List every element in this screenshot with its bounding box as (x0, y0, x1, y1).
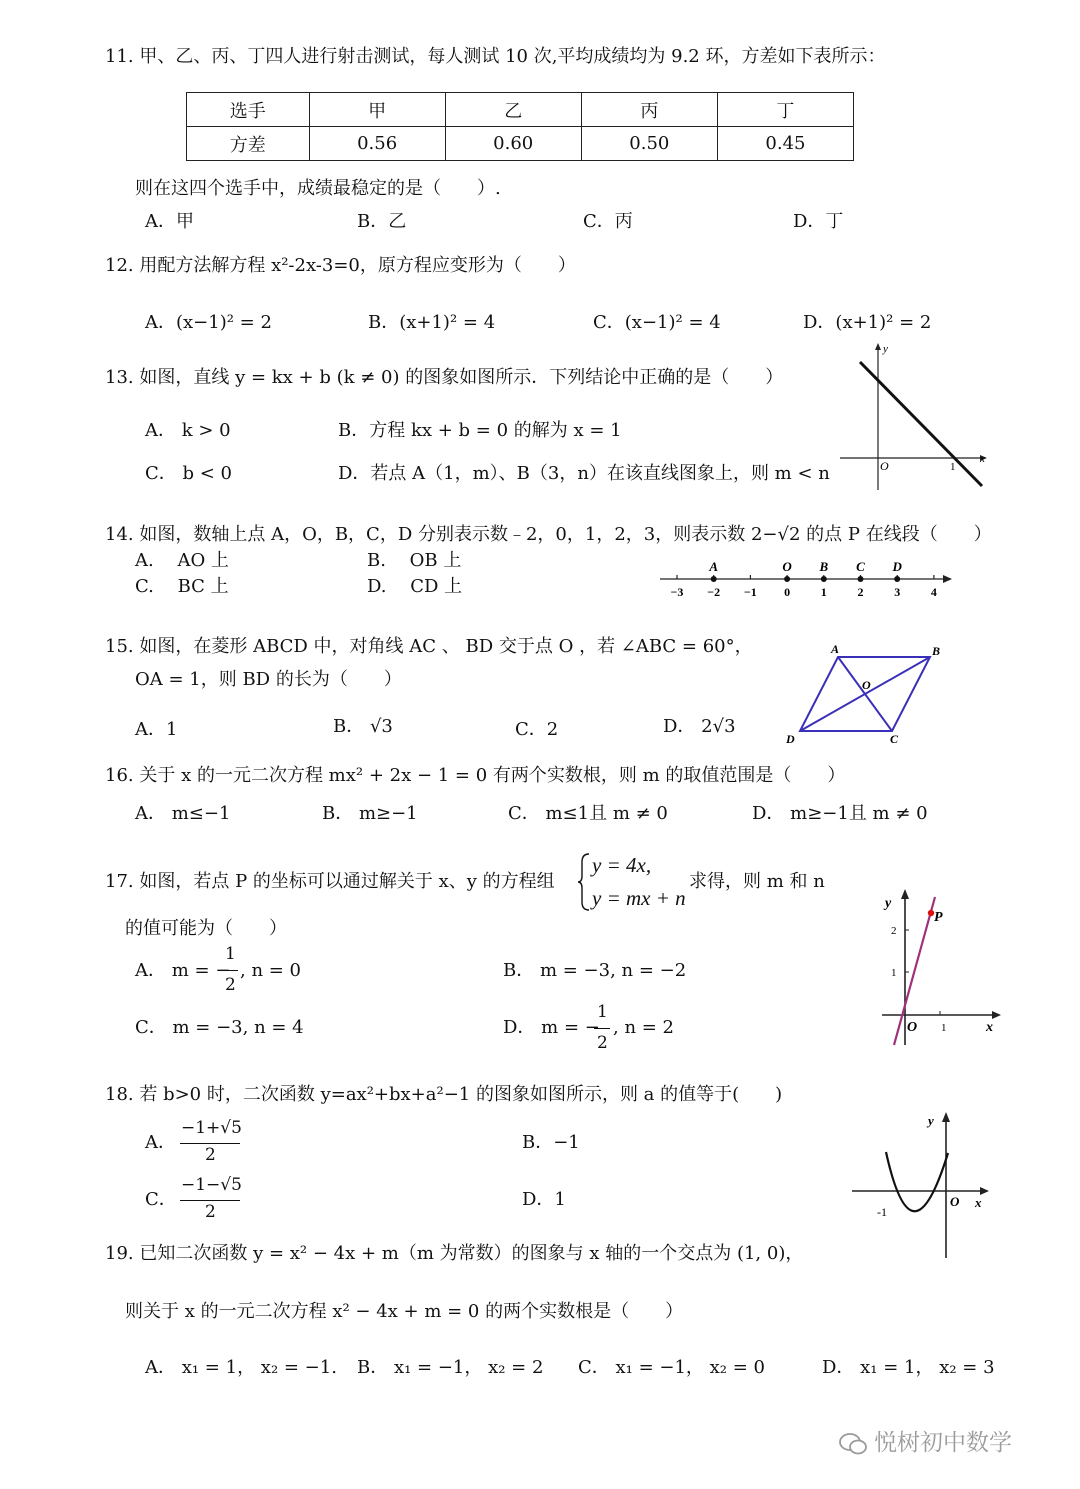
q12-option-a: A．(x−1)² = 2 (145, 312, 272, 333)
wechat-icon (838, 1432, 868, 1456)
number-line-point (711, 576, 717, 582)
q17-option-a-numerator: 1 (225, 944, 236, 964)
number-line-point-label: B (819, 559, 829, 574)
q15-option-c: C．2 (515, 719, 559, 740)
q17-system-eq1: y = 4x, (592, 853, 652, 877)
q17-system-eq2: y = mx + n (592, 886, 686, 910)
fraction-bar (180, 1143, 240, 1144)
number-line-point-label: A (709, 559, 719, 574)
number-line-point (858, 576, 864, 582)
q15-option-a: A．1 (135, 719, 178, 740)
y-label: y (928, 1113, 934, 1128)
q16-option-b: B． m≥−1 (322, 803, 418, 824)
q18-option-a-numerator: −1+√5 (181, 1118, 242, 1138)
x-tick-label: 1 (950, 461, 956, 473)
q14-option-d: D. CD 上 (367, 576, 463, 597)
vertex-a: A (831, 642, 840, 656)
x-tick-label: -1 (877, 1205, 887, 1219)
fraction-bar (222, 970, 238, 971)
parabola (886, 1152, 948, 1211)
number-line-tick-label: −1 (743, 585, 757, 599)
number-line-tick-label: −3 (670, 585, 684, 599)
origin-label: O (880, 459, 889, 473)
q19-stem-line1: 19. 已知二次函数 y = x² − 4x + m（m 为常数）的图象与 x 轴的一个交点为 (1, 0)， (105, 1243, 804, 1264)
q12-option-c: C．(x−1)² = 4 (593, 312, 721, 333)
q18-option-c-denominator: 2 (205, 1202, 216, 1222)
q13-option-b: B．方程 kx + b = 0 的解为 x = 1 (338, 420, 622, 441)
q17-option-a-suffix: , n = 0 (240, 960, 302, 981)
y-tick-label: 1 (891, 967, 897, 979)
q11-option-d: D．丁 (793, 211, 844, 232)
number-line-point (784, 576, 790, 582)
number-line-tick-label: 1 (820, 585, 827, 599)
q19-option-b: B． x₁ = −1， x₂ = 2 (357, 1357, 544, 1378)
table-cell: 0.45 (717, 127, 853, 161)
q13-stem: 13. 如图，直线 y = kx + b (k ≠ 0) 的图象如图所示．下列结论中正确的是（ ） (105, 367, 784, 388)
q17-stem-b: 求得，则 m 和 n (689, 871, 825, 892)
brace-icon (577, 852, 591, 912)
table-cell: 丙 (581, 93, 717, 127)
q19-option-c: C． x₁ = −1， x₂ = 0 (578, 1357, 765, 1378)
y-tick-label: 2 (891, 925, 897, 937)
q15-option-b: B． √3 (333, 716, 393, 737)
q17-stem-a: 17. 如图，若点 P 的坐标可以通过解关于 x、y 的方程组 (105, 871, 555, 892)
vertex-d: D (786, 732, 795, 746)
q18-option-d: D．1 (522, 1189, 566, 1210)
table-cell: 乙 (445, 93, 581, 127)
q13-option-d: D．若点 A（1，m）、B（3，n）在该直线图象上，则 m < n (338, 463, 830, 484)
q18-stem: 18. 若 b>0 时，二次函数 y=ax²+bx+a²−1 的图象如图所示，则 a 的值等于( ) (105, 1084, 783, 1105)
q18-option-a-label: A． (145, 1132, 176, 1153)
origin-label: O (950, 1194, 960, 1209)
q17-stem-line2: 的值可能为（ ） (125, 918, 287, 939)
q18-option-a-denominator: 2 (205, 1145, 216, 1165)
q17-option-d-prefix: D． m = − (503, 1017, 600, 1038)
q17-option-d-suffix: , n = 2 (613, 1017, 675, 1038)
q14-stem: 14. 如图，数轴上点 A，O，B，C，D 分别表示数﹣2，0，1，2，3，则表示数 2−√2 的点 P 在线段（ ） (105, 524, 992, 545)
q15-stem-line1: 15. 如图，在菱形 ABCD 中，对角线 AC 、 BD 交于点 O ，若 ∠ABC = 60°， (105, 636, 753, 657)
q17-option-d-numerator: 1 (597, 1002, 608, 1022)
q13-line-graph (840, 340, 990, 492)
q14-option-b: B. OB 上 (367, 550, 462, 571)
q12-option-b: B．(x+1)² = 4 (368, 312, 496, 333)
number-line-arrow (943, 575, 952, 583)
y-axis-arrow (901, 889, 909, 899)
q19-option-a: A． x₁ = 1， x₂ = −1. (145, 1357, 337, 1378)
x-label: x (980, 453, 985, 465)
number-line-tick-label: −2 (707, 585, 721, 599)
table-cell: 选手 (187, 93, 310, 127)
q15-rhombus-figure (780, 640, 950, 750)
number-line-tick-label: 3 (894, 585, 901, 599)
table-row (187, 127, 854, 161)
q18-option-c-numerator: −1−√5 (181, 1175, 242, 1195)
q14-number-line (660, 552, 955, 604)
q11-option-c: C．丙 (583, 211, 633, 232)
q17-option-a-prefix: A． m = − (135, 960, 231, 981)
table-cell: 甲 (309, 93, 445, 127)
x-label: x (975, 1195, 982, 1210)
y-label: y (885, 896, 892, 911)
q14-option-c: C. BC 上 (135, 576, 229, 597)
q13-option-c: C． b < 0 (145, 463, 232, 484)
q18-option-b: B．−1 (522, 1132, 580, 1153)
number-line-point-label: D (892, 559, 902, 574)
q11-stem: 11. 甲、乙、丙、丁四人进行射击测试，每人测试 10 次,平均成绩均为 9.2 环，方差如下表所示： (105, 46, 886, 67)
y-axis-arrow (875, 343, 881, 350)
x-tick-label: 1 (941, 1022, 947, 1034)
number-line-tick-label: 2 (857, 585, 864, 599)
number-line-point (894, 576, 900, 582)
number-line-point (821, 576, 827, 582)
table-cell: 0.60 (445, 127, 581, 161)
fraction-bar (594, 1028, 610, 1029)
q17-option-d-denominator: 2 (597, 1033, 608, 1053)
table-row (187, 93, 854, 127)
q11-option-a: A．甲 (145, 211, 194, 232)
q18-option-c-label: C． (145, 1189, 177, 1210)
watermark-text: 悦树初中数学 (874, 1430, 1012, 1456)
table-cell: 方差 (187, 127, 310, 161)
number-line-tick-label: 4 (930, 585, 937, 599)
table-cell: 丁 (717, 93, 853, 127)
q11-option-b: B．乙 (357, 211, 407, 232)
q17-option-b: B． m = −3, n = −2 (503, 960, 687, 981)
q19-option-d: D． x₁ = 1， x₂ = 3 (822, 1357, 995, 1378)
table-cell: 0.56 (309, 127, 445, 161)
q17-option-a-denominator: 2 (225, 975, 236, 995)
vertex-c: C (890, 732, 899, 746)
q16-stem: 16. 关于 x 的一元二次方程 mx² + 2x − 1 = 0 有两个实数根，则 m 的取值范围是（ ） (105, 765, 846, 786)
q19-stem-line2: 则关于 x 的一元二次方程 x² − 4x + m = 0 的两个实数根是（ ） (125, 1301, 684, 1322)
q16-option-a: A． m≤−1 (135, 803, 231, 824)
center-o: O (862, 678, 871, 692)
watermark (838, 1424, 1012, 1457)
q18-parabola-graph (850, 1108, 995, 1260)
x-axis-arrow (992, 1011, 1001, 1019)
point-p-label: P (934, 910, 943, 925)
table-cell: 0.50 (581, 127, 717, 161)
number-line-tick-label: 0 (784, 585, 791, 599)
q16-option-c: C． m≤1且 m ≠ 0 (508, 803, 668, 824)
q15-stem-line2: OA = 1，则 BD 的长为（ ） (135, 669, 402, 690)
q15-option-d: D． 2√3 (663, 716, 736, 737)
q11-question: 则在这四个选手中，成绩最稳定的是（ ）. (135, 178, 501, 199)
fraction-bar (180, 1200, 240, 1201)
y-label: y (883, 343, 888, 355)
q17-line-graph (870, 885, 1005, 1050)
y-axis-arrow (942, 1112, 950, 1122)
q12-stem: 12. 用配方法解方程 x²-2x-3=0，原方程应变形为（ ） (105, 255, 576, 276)
q13-option-a: A． k > 0 (145, 420, 231, 441)
number-line-point-label: O (782, 559, 792, 574)
q17-option-c: C． m = −3, n = 4 (135, 1017, 304, 1038)
number-line-point-label: C (856, 559, 865, 574)
q16-option-d: D． m≥−1且 m ≠ 0 (752, 803, 928, 824)
vertex-b: B (932, 644, 941, 658)
origin-label: O (907, 1020, 918, 1035)
variance-table (186, 92, 854, 161)
x-axis-arrow (980, 1187, 989, 1195)
q12-option-d: D．(x+1)² = 2 (803, 312, 932, 333)
q14-option-a: A. AO 上 (135, 550, 229, 571)
x-label: x (986, 1020, 993, 1035)
